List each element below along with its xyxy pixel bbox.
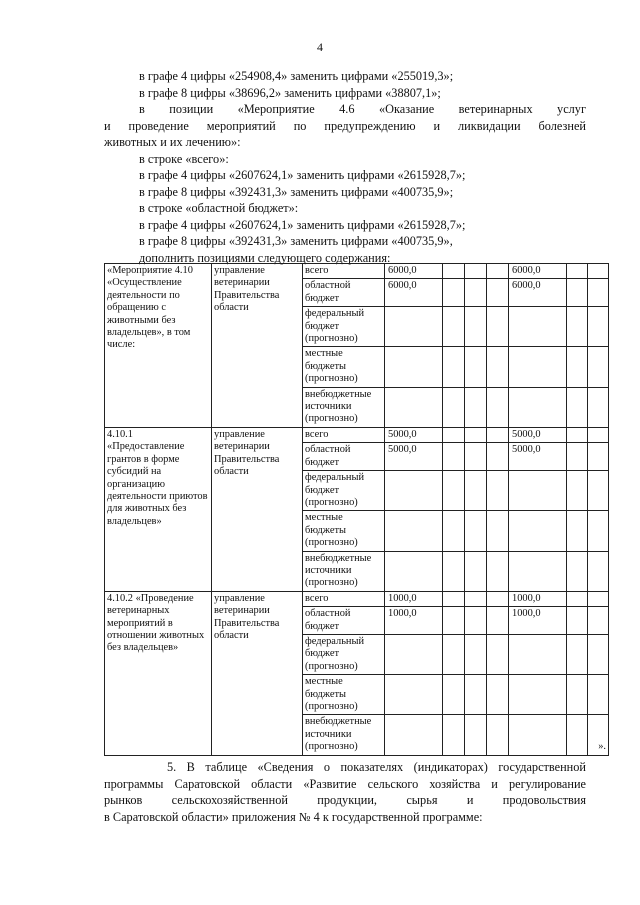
funding-source-cell: федеральный бюджет (прогнозно) — [303, 634, 385, 674]
empty-cell — [443, 427, 465, 442]
empty-cell — [443, 591, 465, 606]
amount-col8-cell — [509, 551, 567, 591]
amount-col4-cell — [385, 387, 443, 427]
empty-cell — [487, 427, 509, 442]
amount-col4-cell: 5000,0 — [385, 443, 443, 471]
empty-cell — [567, 427, 588, 442]
closing-quote: ». — [588, 715, 609, 755]
executor-cell: управление ветеринарии Правительства области — [212, 264, 303, 428]
empty-cell — [487, 387, 509, 427]
empty-cell — [465, 279, 487, 307]
amount-col4-cell — [385, 634, 443, 674]
empty-cell — [443, 471, 465, 511]
amount-col4-cell: 1000,0 — [385, 607, 443, 635]
amount-col8-cell — [509, 511, 567, 551]
text-line: в позиции «Мероприятие 4.6 «Оказание ветеринарных услуг — [139, 102, 586, 116]
empty-cell — [588, 551, 609, 591]
text-line: в графе 8 цифры «392431,3» заменить цифрами «400735,9», — [139, 234, 453, 248]
empty-cell — [588, 634, 609, 674]
funding-source-cell: внебюджетные источники (прогнозно) — [303, 715, 385, 755]
text-line: в графе 8 цифры «38696,2» заменить цифрами «38807,1»; — [139, 85, 441, 100]
empty-cell — [465, 607, 487, 635]
financing-table — [104, 263, 609, 756]
empty-cell — [487, 279, 509, 307]
empty-cell — [567, 607, 588, 635]
empty-cell — [443, 307, 465, 347]
empty-cell — [487, 347, 509, 387]
amount-col8-cell — [509, 387, 567, 427]
empty-cell — [443, 387, 465, 427]
amount-col8-cell: 6000,0 — [509, 279, 567, 307]
empty-cell — [487, 715, 509, 755]
funding-source-cell: внебюджетные источники (прогнозно) — [303, 387, 385, 427]
empty-cell — [567, 347, 588, 387]
empty-cell — [487, 443, 509, 471]
empty-cell — [465, 471, 487, 511]
amount-col8-cell — [509, 347, 567, 387]
funding-source-cell: местные бюджеты (прогнозно) — [303, 347, 385, 387]
empty-cell — [443, 607, 465, 635]
amount-col4-cell — [385, 675, 443, 715]
amount-col8-cell — [509, 675, 567, 715]
text-line: в Саратовской области» приложения № 4 к государственной программе: — [104, 809, 483, 824]
amount-col4-cell — [385, 307, 443, 347]
empty-cell — [465, 443, 487, 471]
text-line: рынков сельскохозяйственной продукции, сырья и продовольствия — [104, 793, 586, 807]
empty-cell — [588, 607, 609, 635]
measure-cell: 4.10.1 «Предоставление грантов в форме субсидий на организацию деятельности приютов для животных без владельцев» — [105, 427, 212, 591]
empty-cell — [487, 264, 509, 279]
empty-cell — [588, 264, 609, 279]
amount-col8-cell — [509, 471, 567, 511]
empty-cell — [588, 427, 609, 442]
text-line: животных и их лечению»: — [104, 135, 241, 149]
empty-cell — [567, 551, 588, 591]
empty-cell — [567, 471, 588, 511]
empty-cell — [567, 591, 588, 606]
empty-cell — [487, 675, 509, 715]
table-row — [105, 264, 609, 279]
text-line: в строке «всего»: — [139, 151, 229, 166]
amount-col4-cell — [385, 471, 443, 511]
empty-cell — [487, 607, 509, 635]
amount-col8-cell — [509, 307, 567, 347]
amount-col4-cell — [385, 347, 443, 387]
empty-cell — [465, 264, 487, 279]
empty-cell — [443, 443, 465, 471]
measure-cell: «Мероприятие 4.10 «Осуществление деятельности по обращению с животными без владельцев», в том числе: — [105, 264, 212, 428]
amount-col4-cell: 1000,0 — [385, 591, 443, 606]
funding-source-cell: всего — [303, 591, 385, 606]
amount-col8-cell — [509, 634, 567, 674]
empty-cell — [567, 279, 588, 307]
empty-cell — [588, 387, 609, 427]
table-row — [105, 591, 609, 606]
empty-cell — [465, 551, 487, 591]
empty-cell — [567, 387, 588, 427]
amount-col4-cell — [385, 715, 443, 755]
funding-source-cell: федеральный бюджет (прогнозно) — [303, 307, 385, 347]
executor-cell: управление ветеринарии Правительства области — [212, 427, 303, 591]
executor-cell: управление ветеринарии Правительства области — [212, 591, 303, 755]
empty-cell — [465, 591, 487, 606]
empty-cell — [443, 347, 465, 387]
amount-col4-cell — [385, 551, 443, 591]
empty-cell — [465, 634, 487, 674]
amount-col8-cell: 6000,0 — [509, 264, 567, 279]
section-5-text — [104, 759, 586, 825]
empty-cell — [588, 511, 609, 551]
empty-cell — [567, 443, 588, 471]
empty-cell — [443, 511, 465, 551]
amount-col8-cell: 5000,0 — [509, 443, 567, 471]
amount-col8-cell — [509, 715, 567, 755]
text-line: в графе 4 цифры «254908,4» заменить цифрами «255019,3»; — [139, 69, 454, 83]
amount-col4-cell: 6000,0 — [385, 279, 443, 307]
text-line: и проведение мероприятий по предупреждению и ликвидации болезней — [104, 118, 586, 133]
measure-cell: 4.10.2 «Проведение ветеринарных мероприятий в отношении животных без владельцев» — [105, 591, 212, 755]
text-line: в графе 4 цифры «2607624,1» заменить цифрами «2615928,7»; — [139, 217, 466, 232]
amount-col8-cell: 5000,0 — [509, 427, 567, 442]
empty-cell — [487, 551, 509, 591]
empty-cell — [465, 511, 487, 551]
empty-cell — [567, 264, 588, 279]
empty-cell — [567, 634, 588, 674]
empty-cell — [465, 347, 487, 387]
empty-cell — [443, 279, 465, 307]
amount-col8-cell: 1000,0 — [509, 591, 567, 606]
empty-cell — [487, 307, 509, 347]
empty-cell — [465, 307, 487, 347]
empty-cell — [487, 511, 509, 551]
empty-cell — [465, 387, 487, 427]
funding-source-cell: областной бюджет — [303, 443, 385, 471]
empty-cell — [443, 634, 465, 674]
empty-cell — [567, 307, 588, 347]
empty-cell — [588, 279, 609, 307]
empty-cell — [443, 675, 465, 715]
empty-cell — [567, 715, 588, 755]
text-line: в графе 4 цифры «2607624,1» заменить цифрами «2615928,7»; — [139, 168, 466, 182]
empty-cell — [588, 443, 609, 471]
text-line: в строке «областной бюджет»: — [139, 201, 299, 215]
empty-cell — [487, 471, 509, 511]
amount-col4-cell: 6000,0 — [385, 264, 443, 279]
funding-source-cell: федеральный бюджет (прогнозно) — [303, 471, 385, 511]
funding-source-cell: внебюджетные источники (прогнозно) — [303, 551, 385, 591]
funding-source-cell: областной бюджет — [303, 607, 385, 635]
empty-cell — [567, 675, 588, 715]
empty-cell — [588, 591, 609, 606]
empty-cell — [487, 634, 509, 674]
page-number: 4 — [317, 40, 323, 54]
empty-cell — [443, 551, 465, 591]
amount-col8-cell: 1000,0 — [509, 607, 567, 635]
text-line: дополнить позициями следующего содержания: — [139, 250, 391, 265]
table-row — [105, 427, 609, 442]
funding-source-cell: всего — [303, 264, 385, 279]
empty-cell — [487, 591, 509, 606]
amendment-text — [104, 68, 586, 266]
text-line: программы Саратовской области «Развитие сельского хозяйства и регулирование — [104, 776, 586, 791]
funding-source-cell: областной бюджет — [303, 279, 385, 307]
amount-col4-cell: 5000,0 — [385, 427, 443, 442]
funding-source-cell: всего — [303, 427, 385, 442]
empty-cell — [588, 307, 609, 347]
amount-col4-cell — [385, 511, 443, 551]
empty-cell — [567, 511, 588, 551]
funding-source-cell: местные бюджеты (прогнозно) — [303, 511, 385, 551]
empty-cell — [443, 715, 465, 755]
text-line: в графе 8 цифры «392431,3» заменить цифрами «400735,9»; — [139, 184, 454, 199]
empty-cell — [465, 675, 487, 715]
funding-source-cell: местные бюджеты (прогнозно) — [303, 675, 385, 715]
empty-cell — [588, 347, 609, 387]
empty-cell — [443, 264, 465, 279]
empty-cell — [465, 427, 487, 442]
text-line: 5. В таблице «Сведения о показателях (индикаторах) государственной — [167, 760, 586, 774]
empty-cell — [588, 675, 609, 715]
empty-cell — [588, 471, 609, 511]
empty-cell — [465, 715, 487, 755]
